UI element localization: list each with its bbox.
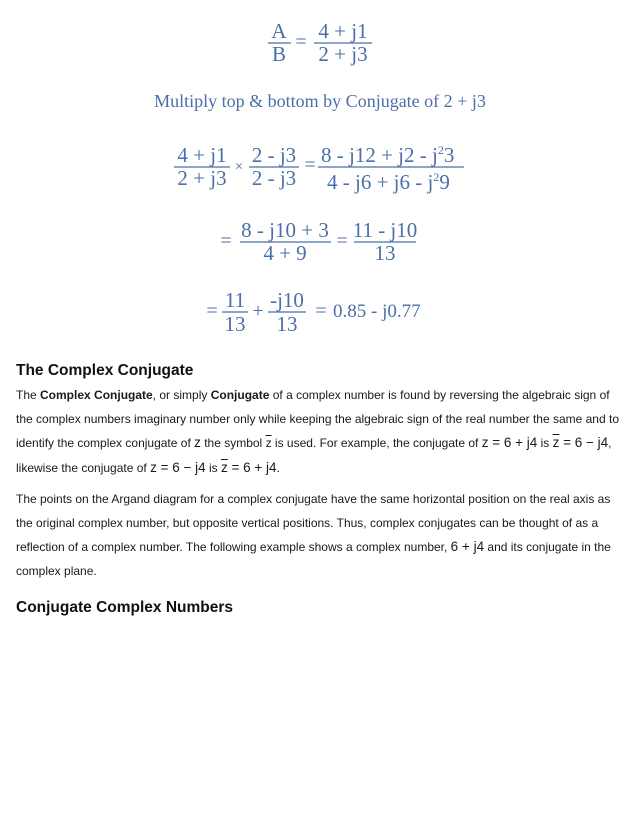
text-run: is (205, 460, 221, 475)
eq2-fraction1-denominator: 2 + j3 (177, 166, 227, 190)
eq1-lhs-numerator: A (271, 19, 287, 43)
eq4-equals-2: = (315, 300, 327, 322)
math-z-bar: $\overline{z}$ (220, 459, 228, 475)
eq2-fraction2-numerator: 2 - j3 (251, 143, 297, 167)
eq3-fraction1-numerator: 8 - j10 + 3 (241, 218, 329, 242)
math-expression: 6 + j4 (450, 539, 485, 554)
eq4-fraction2-denominator: 13 (276, 312, 298, 336)
eq4-fraction1-numerator: 11 (224, 288, 246, 312)
text-run: , or simply (152, 388, 211, 402)
eq1-rhs-denominator: 2 + j3 (318, 42, 368, 66)
math-z-bar: $\overline{z}$ (552, 435, 560, 450)
equation-line-2 (174, 143, 464, 194)
eq3-fraction2-numerator: 11 - j10 (352, 218, 418, 242)
eq2-fraction1-numerator: 4 + j1 (177, 143, 227, 167)
bold-term-complex-conjugate: Complex Conjugate (40, 388, 153, 402)
eq3-equals-1: = (220, 230, 232, 252)
math-expression: z = 6 − j4 (150, 459, 206, 475)
math-z: z (194, 435, 201, 450)
equation-line-4 (206, 288, 420, 336)
text-run: of a complex number is found by reversing the algebraic sign of the complex numbers imaginary number only while keeping the algebraic sign of the real number the same and to identify the complex conjugate of (16, 388, 619, 450)
text-run: the symbol (200, 436, 266, 450)
section-heading-conjugate-complex-numbers: Conjugate Complex Numbers (16, 599, 234, 616)
eq3-equals-2: = (336, 230, 348, 252)
eq2-fraction3-denominator: $4 - j6 + j6 - j^29$ (327, 170, 450, 194)
eq4-equals-1: = (206, 300, 218, 322)
article-content (16, 362, 622, 617)
math-expression: z = 6 + j4 (481, 435, 538, 450)
math-expression: = 6 + j4 (227, 459, 277, 475)
paragraph-conjugate-definition (16, 384, 622, 480)
eq3-fraction1-denominator: 4 + 9 (263, 241, 307, 265)
text-run: The (16, 388, 41, 402)
math-expression: = 6 − j4 (559, 435, 609, 450)
text-run: The points on the Argand diagram for a complex conjugate have the same horizontal position on the real axis as the original complex number, but opposite vertical positions. Thus, complex conjugates can be thought of as a reflection of a complex number. The following example shows a complex number, (16, 492, 611, 554)
text-run: is used. For example, the conjugate of (271, 436, 482, 450)
equation-line-1 (268, 19, 372, 66)
equation-line-3 (220, 218, 417, 265)
eq1-rhs-numerator: 4 + j1 (318, 19, 368, 43)
text-run: is (537, 436, 553, 450)
eq1-equals: = (295, 31, 307, 53)
text-run: , likewise the conjugate of (16, 436, 612, 475)
instruction-text: Multiply top & bottom by Conjugate of 2 + j3 (154, 91, 486, 111)
text-run: and its conjugate in the complex plane. (16, 540, 611, 578)
eq4-fraction2-numerator: -j10 (270, 288, 304, 312)
paragraph-argand-reflection (16, 488, 622, 583)
eq2-equals: = (304, 154, 316, 176)
eq2-times: × (234, 159, 244, 175)
bold-term-conjugate: Conjugate (210, 388, 270, 402)
eq4-plus: + (252, 300, 264, 322)
math-z-bar: $\overline{z}$ (265, 436, 272, 450)
conjugate-math-figure (0, 0, 638, 345)
eq4-result: 0.85 - j0.77 (333, 301, 421, 322)
text-run: . (276, 460, 280, 475)
eq4-fraction1-denominator: 13 (224, 312, 246, 336)
eq2-fraction3-numerator: $8 - j12 + j2 - j^23$ (321, 143, 455, 167)
eq3-fraction2-denominator: 13 (374, 241, 396, 265)
eq2-fraction2-denominator: 2 - j3 (251, 166, 297, 190)
section-heading-complex-conjugate: The Complex Conjugate (16, 362, 194, 379)
eq1-lhs-denominator: B (271, 42, 287, 66)
